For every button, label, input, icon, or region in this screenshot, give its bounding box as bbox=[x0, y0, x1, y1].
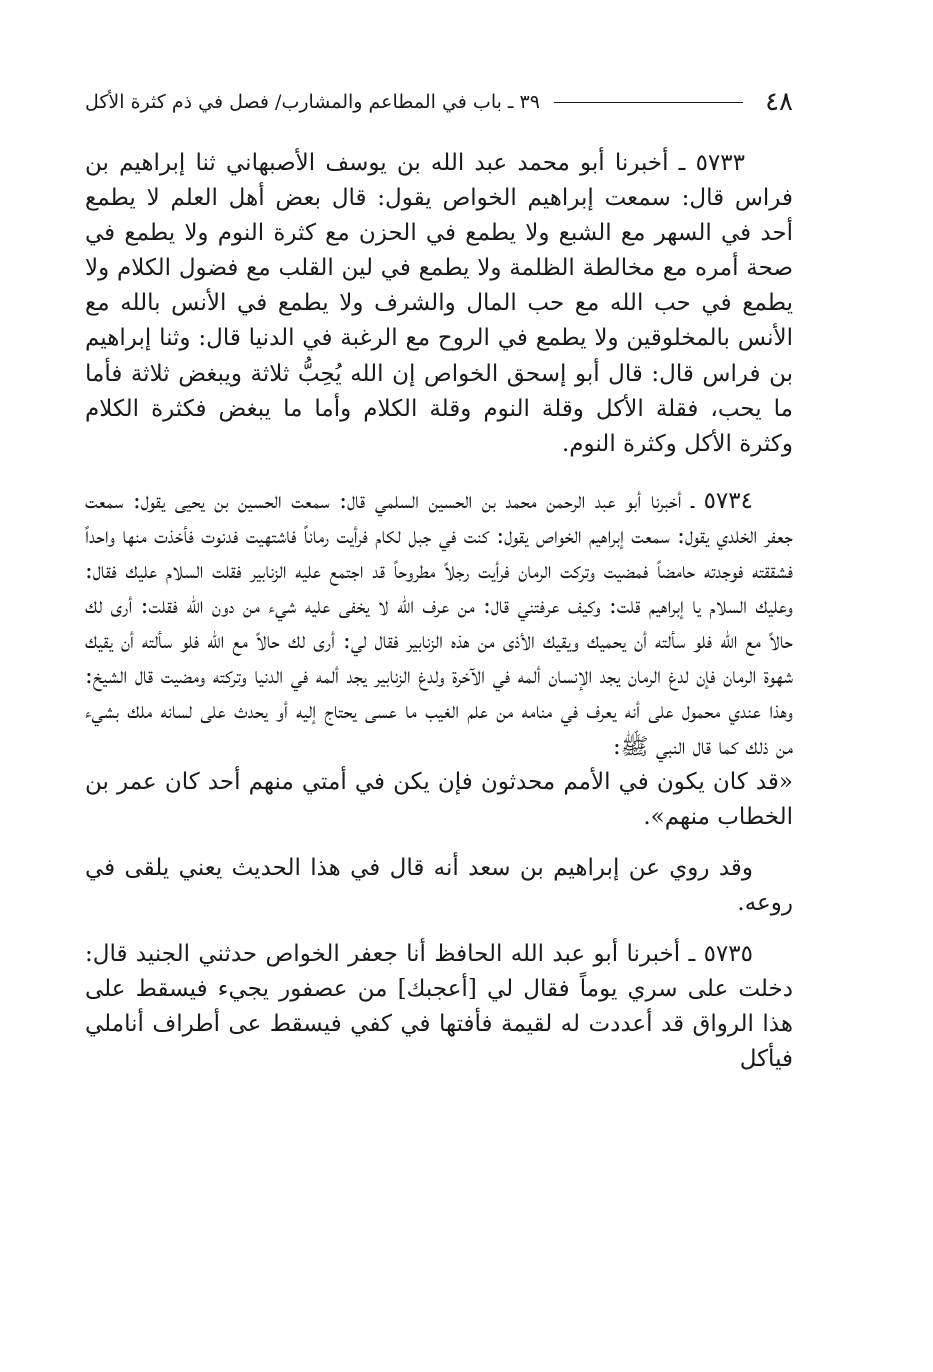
page-number: ٤٨ bbox=[765, 87, 793, 117]
running-title: ٣٩ ـ باب في المطاعم والمشارب/ فصل في ذم كثرة الأكل bbox=[85, 91, 540, 113]
paragraph-5733: ٥٧٣٣ ـ أخبرنا أبو محمد عبد الله بن يوسف الأصبهاني ثنا إبراهيم بن فراس قال: سمعت إبراهيم الخواص يقول: قال بعض أهل العلم لا يطمع أحد في السهر مع الشبع ولا يطمع في الحزن مع كثرة النوم ولا يطمع في صحة أمره مع مخالطة الظلمة ولا يطمع في لين القلب مع فضول الكلام ولا يطمع في حب الله مع حب المال والشرف ولا يطمع في الأنس بالله مع الأنس بالمخلوقين ولا يطمع في الروح مع الرغبة في الدنيا قال: وثنا إبراهيم بن فراس قال: قال أبو إسحق الخواص إن الله يُحِبُّ ثلاثة ويبغض ثلاثة فأما ما يحب، فقلة الأكل وقلة النوم وقلة الكلام وأما ما يبغض فكثرة الكلام وكثرة الأكل وكثرة النوم. bbox=[85, 150, 793, 457]
page-header bbox=[85, 84, 793, 120]
paragraph-5735: ٥٧٣٥ ـ أخبرنا أبو عبد الله الحافظ أنا جعفر الخواص حدثني الجنيد قال: دخلت على سري يوماً فقال لي [أعجبك] من عصفور يجيء فيسقط على هذا الرواق قد أعددت له لقيمة فأفتها في كفي فيسقط عى أطراف أناملي فيأكل bbox=[85, 940, 793, 1073]
paragraph-5734: ٥٧٣٤ ـ أخبرنا أبو عبد الرحمن محمد بن الحسين السلمي قال: سمعت الحسين بن يحيى يقول: سمعت جعفر الخلدي يقول: سمعت إبراهيم الخواص يقول: كنت في جبل لكام فرأيت رماناً فاشتهيت فدنوت فأخذت منها واحداً فشققته فوجدته حامضاً فمضيت وتركت الرمان فرأيت رجلاً مطروحاً قد اجتمع عليه الزنابير فقلت السلام عليك فقال: وعليك السلام يا إبراهيم قلت: وكيف عرفتني قال: من عرف الله لا يخفى عليه شيء من دون الله فقلت: أرى لك حالاً مع الله فلو سألته أن يحميك ويقيك الأذى من هذه الزنابير فقال لي: أرى لك حالاً مع الله فلو سألته أن يقيك شهوة الرمان فإن لدغ الرمان يجد الإنسان ألمه في الآخرة ولدغ الزنابير يجد ألمه في الدنيا وتركته ومضيت قال الشيخ: وهذا عندي محمول على أنه يعرف في منامه من علم الغيب ما عسى يحتاج إليه أو يحدث على لسانه ملك بشيء من ذلك كما قال النبي ﷺ: bbox=[85, 487, 793, 760]
body-text bbox=[85, 146, 793, 1077]
header-rule bbox=[554, 102, 743, 103]
paragraph-narration-note: وقد روي عن إبراهيم بن سعد أنه قال في هذا الحديث يعني يلقى في روعه. bbox=[85, 854, 793, 916]
hadith-quote: «قد كان يكون في الأمم محدثون فإن يكن في أمتي منهم أحد كان عمر بن الخطاب منهم». bbox=[85, 768, 793, 830]
